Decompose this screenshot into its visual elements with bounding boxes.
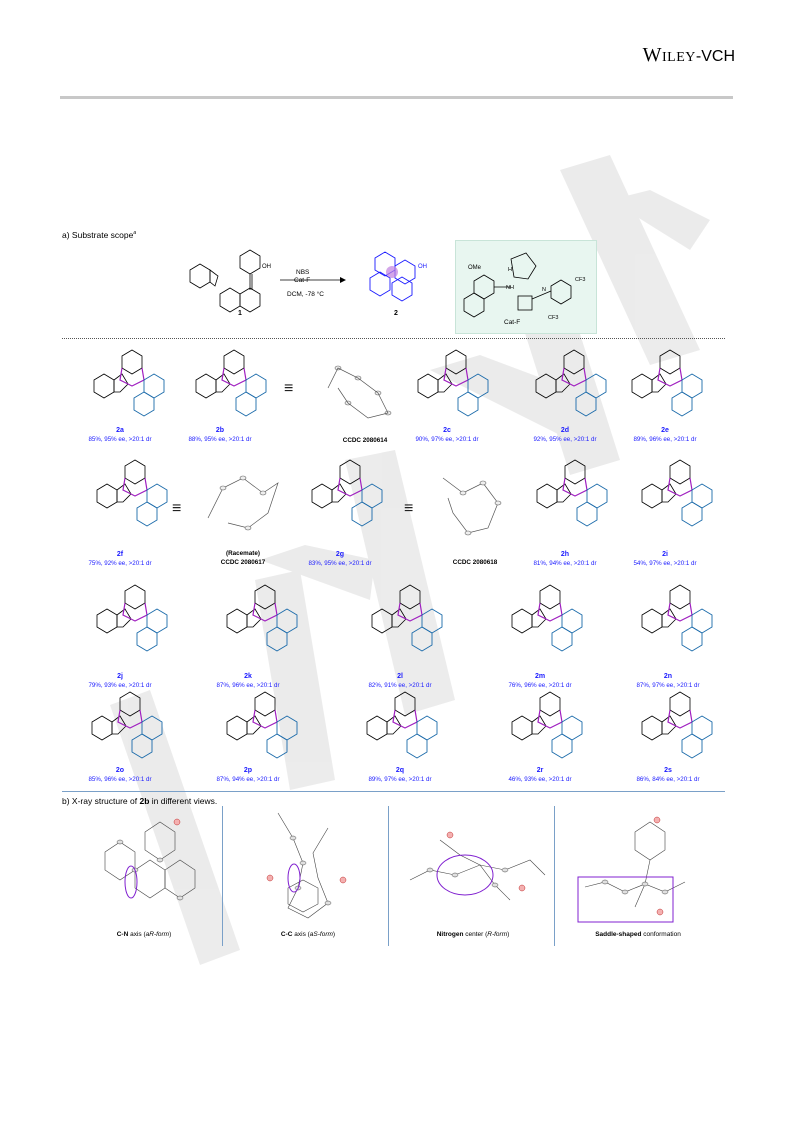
structure-2q [365, 692, 445, 762]
compound-yield: 76%, 96% ee, >20:1 dr [508, 682, 572, 689]
section-b-rule [62, 791, 725, 792]
crystal-structure-2f [198, 458, 288, 543]
compound-yield: 89%, 97% ee, >20:1 dr [368, 776, 432, 783]
compound-yield: 86%, 84% ee, >20:1 dr [636, 776, 700, 783]
compound-yield: 81%, 94% ee, >20:1 dr [533, 560, 597, 567]
structure-2m [510, 585, 590, 655]
compound-label: 2f [116, 551, 124, 558]
structure-2r [510, 692, 590, 762]
structure-2k [225, 585, 305, 655]
structure-2f [95, 460, 175, 530]
structure-2e [630, 350, 710, 420]
compound-label: 2a [116, 427, 124, 434]
compound-label: 2c [443, 427, 451, 434]
racemate-label: (Racemate) [226, 550, 260, 557]
xray-caption-saddle: Saddle-shaped conformation [595, 931, 681, 938]
structure-2p [225, 692, 305, 762]
scheme-conditions: DCM, -78 °C [287, 291, 324, 298]
compound-label: 2j [117, 673, 123, 680]
scheme-reagent-1: NBS [296, 269, 310, 276]
compound-yield: 54%, 97% ee, >20:1 dr [633, 560, 697, 567]
xray-nitrogen-center [400, 820, 550, 920]
structure-2o [90, 692, 170, 762]
compound-yield: 88%, 95% ee, >20:1 dr [188, 436, 252, 443]
header-rule [60, 96, 733, 99]
compound-label: 2k [244, 673, 252, 680]
structure-2n [640, 585, 720, 655]
ccdc-label: CCDC 2080617 [220, 559, 266, 566]
compound-yield: 83%, 95% ee, >20:1 dr [308, 560, 372, 567]
xray-saddle-conformation [575, 812, 695, 927]
compound-label: 2i [662, 551, 668, 558]
compound-label: 2q [395, 767, 405, 774]
catalyst-structure [456, 241, 596, 333]
scheme-reagent-2: Cat-F [294, 277, 311, 284]
section-a-label: a) Substrate scope$^a$ [62, 230, 137, 240]
structure-2h [535, 460, 615, 530]
compound-yield: 90%, 97% ee, >20:1 dr [415, 436, 479, 443]
compound-label: 2b [215, 427, 225, 434]
compound-yield: 87%, 96% ee, >20:1 dr [216, 682, 280, 689]
ccdc-label: CCDC 2080618 [452, 559, 498, 566]
svg-text:OH: OH [418, 264, 427, 270]
svg-text:N: N [542, 287, 546, 293]
xray-cc-axis [258, 808, 368, 928]
structure-2a [92, 350, 172, 420]
compound-label: 2l [397, 673, 403, 680]
compound-label: 2s [664, 767, 672, 774]
structure-2i [640, 460, 720, 530]
crystal-structure-2b [318, 348, 408, 428]
compound-label: 2m [534, 673, 546, 680]
compound-label: 2r [536, 767, 544, 774]
sm-label: 1 [238, 310, 242, 317]
compound-yield: 85%, 96% ee, >20:1 dr [88, 776, 152, 783]
product-label: 2 [394, 310, 398, 317]
publisher-logo: Wiley-VCH [642, 44, 735, 66]
structure-2g [310, 460, 390, 530]
structure-2s [640, 692, 720, 762]
compound-yield: 75%, 92% ee, >20:1 dr [88, 560, 152, 567]
xray-divider [388, 806, 389, 946]
compound-yield: 46%, 93% ee, >20:1 dr [508, 776, 572, 783]
svg-text:OMe: OMe [468, 265, 482, 271]
compound-yield: 87%, 97% ee, >20:1 dr [636, 682, 700, 689]
compound-label: 2d [560, 427, 570, 434]
svg-text:OH: OH [262, 264, 271, 270]
structure-2l [370, 585, 450, 655]
xray-caption-cc: C-C axis (aS-form) [280, 931, 336, 938]
compound-yield: 79%, 93% ee, >20:1 dr [88, 682, 152, 689]
xray-caption-nitrogen: Nitrogen center (R-form) [436, 931, 510, 938]
ccdc-label: CCDC 2080614 [342, 437, 388, 444]
structure-2j [95, 585, 175, 655]
xray-cn-axis [85, 812, 205, 927]
xray-caption-cn: C-N axis (aR-form) [116, 931, 172, 938]
xray-divider [554, 806, 555, 946]
compound-label: 2o [115, 767, 125, 774]
compound-yield: 89%, 96% ee, >20:1 dr [633, 436, 697, 443]
svg-text:CF3: CF3 [548, 315, 559, 321]
compound-yield: 85%, 95% ee, >20:1 dr [88, 436, 152, 443]
compound-label: 2e [661, 427, 669, 434]
svg-text:CF3: CF3 [575, 277, 586, 283]
structure-2b [194, 350, 274, 420]
compound-yield: 92%, 95% ee, >20:1 dr [533, 436, 597, 443]
xray-divider [222, 806, 223, 946]
equivalence-sign: ≡ [404, 500, 414, 517]
equivalence-sign: ≡ [172, 500, 182, 517]
equivalence-sign: ≡ [284, 380, 294, 397]
catalyst-box [455, 240, 597, 334]
structure-2c [416, 350, 496, 420]
structure-2d [534, 350, 614, 420]
svg-text:H: H [508, 267, 512, 273]
compound-label: 2h [560, 551, 570, 558]
catalyst-label: Cat-F [504, 319, 521, 326]
compound-yield: 82%, 91% ee, >20:1 dr [368, 682, 432, 689]
compound-yield: 87%, 94% ee, >20:1 dr [216, 776, 280, 783]
compound-label: 2n [663, 673, 673, 680]
section-b-label: b) X-ray structure of 2b in different views. [62, 796, 218, 806]
compound-label: 2g [335, 551, 345, 558]
svg-text:NH: NH [506, 285, 514, 291]
compound-label: 2p [243, 767, 253, 774]
crystal-structure-2g [428, 458, 518, 543]
scope-separator [62, 338, 725, 339]
